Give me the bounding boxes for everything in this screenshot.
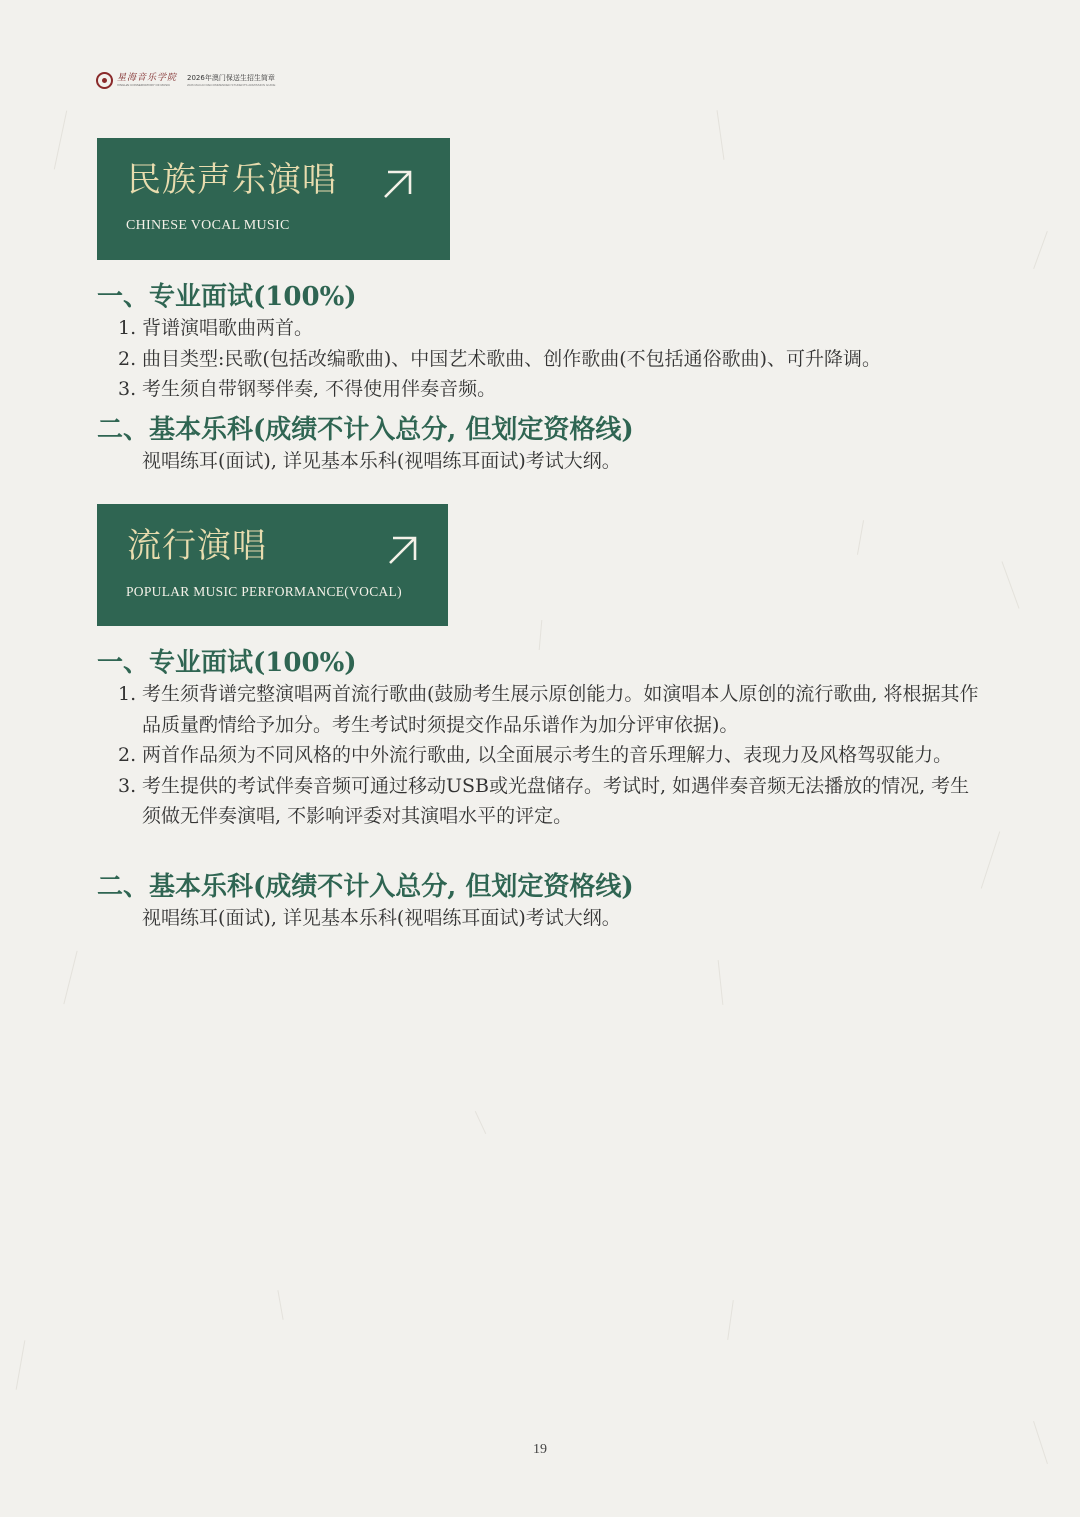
- school-name-cn: 星海音乐学院: [117, 73, 178, 83]
- list-item-text: 曲目类型:民歌(包括改编歌曲)、中国艺术歌曲、创作歌曲(不包括通俗歌曲)、可升降调。: [142, 347, 882, 370]
- list-item-number: 3.: [118, 774, 137, 797]
- list-item-number: 2.: [118, 347, 137, 370]
- section-subtitle: POPULAR MUSIC PERFORMANCE(VOCAL): [126, 584, 402, 599]
- page-header: [96, 70, 275, 90]
- guide-title-en: 2026 MACAO RECOMMENDED STUDENTS ADMISSION GUIDE: [187, 82, 276, 87]
- list-item: [118, 740, 988, 771]
- arrow-up-right-icon: [385, 532, 421, 568]
- list-item-text: 考生须背谱完整演唱两首流行歌曲(鼓励考生展示原创能力。如演唱本人原创的流行歌曲, 将根据其作品质量酌情给予加分。考生考试时须提交作品乐谱作为加分评审依据)。: [142, 683, 979, 736]
- arrow-up-right-icon: [380, 166, 416, 202]
- basic-music-text: 视唱练耳(面试), 详见基本乐科(视唱练耳面试)考试大纲。: [142, 907, 621, 929]
- page-number: 19: [533, 1442, 547, 1457]
- requirement-list: [118, 313, 988, 405]
- list-item: [118, 313, 988, 344]
- section-heading-basic-music: 二、基本乐科(成绩不计入总分, 但划定资格线): [97, 872, 634, 902]
- list-item-number: 3.: [118, 378, 137, 400]
- school-name-en: XINGHAI CONSERVATORY OF MUSIC: [117, 83, 171, 87]
- list-item-number: 2.: [118, 744, 137, 766]
- guide-title-cn: 2026年澳门保送生招生简章: [187, 73, 275, 82]
- section-title: 流行演唱: [127, 526, 267, 566]
- list-item-text: 背谱演唱歌曲两首。: [142, 317, 314, 339]
- list-item-text: 两首作品须为不同风格的中外流行歌曲, 以全面展示考生的音乐理解力、表现力及风格驾驭能力。: [142, 744, 953, 766]
- section-heading-interview: 一、专业面试(100%): [97, 648, 357, 678]
- requirement-list: [118, 679, 988, 832]
- section-card-chinese-vocal: [97, 138, 450, 260]
- school-logo: [117, 73, 177, 87]
- list-item: [118, 374, 988, 405]
- list-item-number: 1.: [118, 317, 137, 339]
- section-subtitle: CHINESE VOCAL MUSIC: [126, 218, 290, 233]
- list-item: [118, 771, 988, 832]
- section-heading-interview: 一、专业面试(100%): [97, 282, 357, 312]
- list-item-text: 考生须自带钢琴伴奏, 不得使用伴奏音频。: [142, 378, 497, 400]
- list-item: [118, 679, 988, 740]
- guide-title: [187, 74, 275, 87]
- list-item: [118, 344, 988, 375]
- list-item-number: 1.: [118, 683, 137, 705]
- basic-music-text: 视唱练耳(面试), 详见基本乐科(视唱练耳面试)考试大纲。: [142, 450, 621, 472]
- list-item-text: 考生提供的考试伴奏音频可通过移动USB或光盘储存。考试时, 如遇伴奏音频无法播放的情况, 考生须做无伴奏演唱, 不影响评委对其演唱水平的评定。: [142, 774, 970, 827]
- section-heading-basic-music: 二、基本乐科(成绩不计入总分, 但划定资格线): [97, 415, 634, 445]
- section-card-popular-vocal: [97, 504, 448, 626]
- school-seal-icon: [96, 72, 113, 89]
- section-title: 民族声乐演唱: [127, 160, 337, 200]
